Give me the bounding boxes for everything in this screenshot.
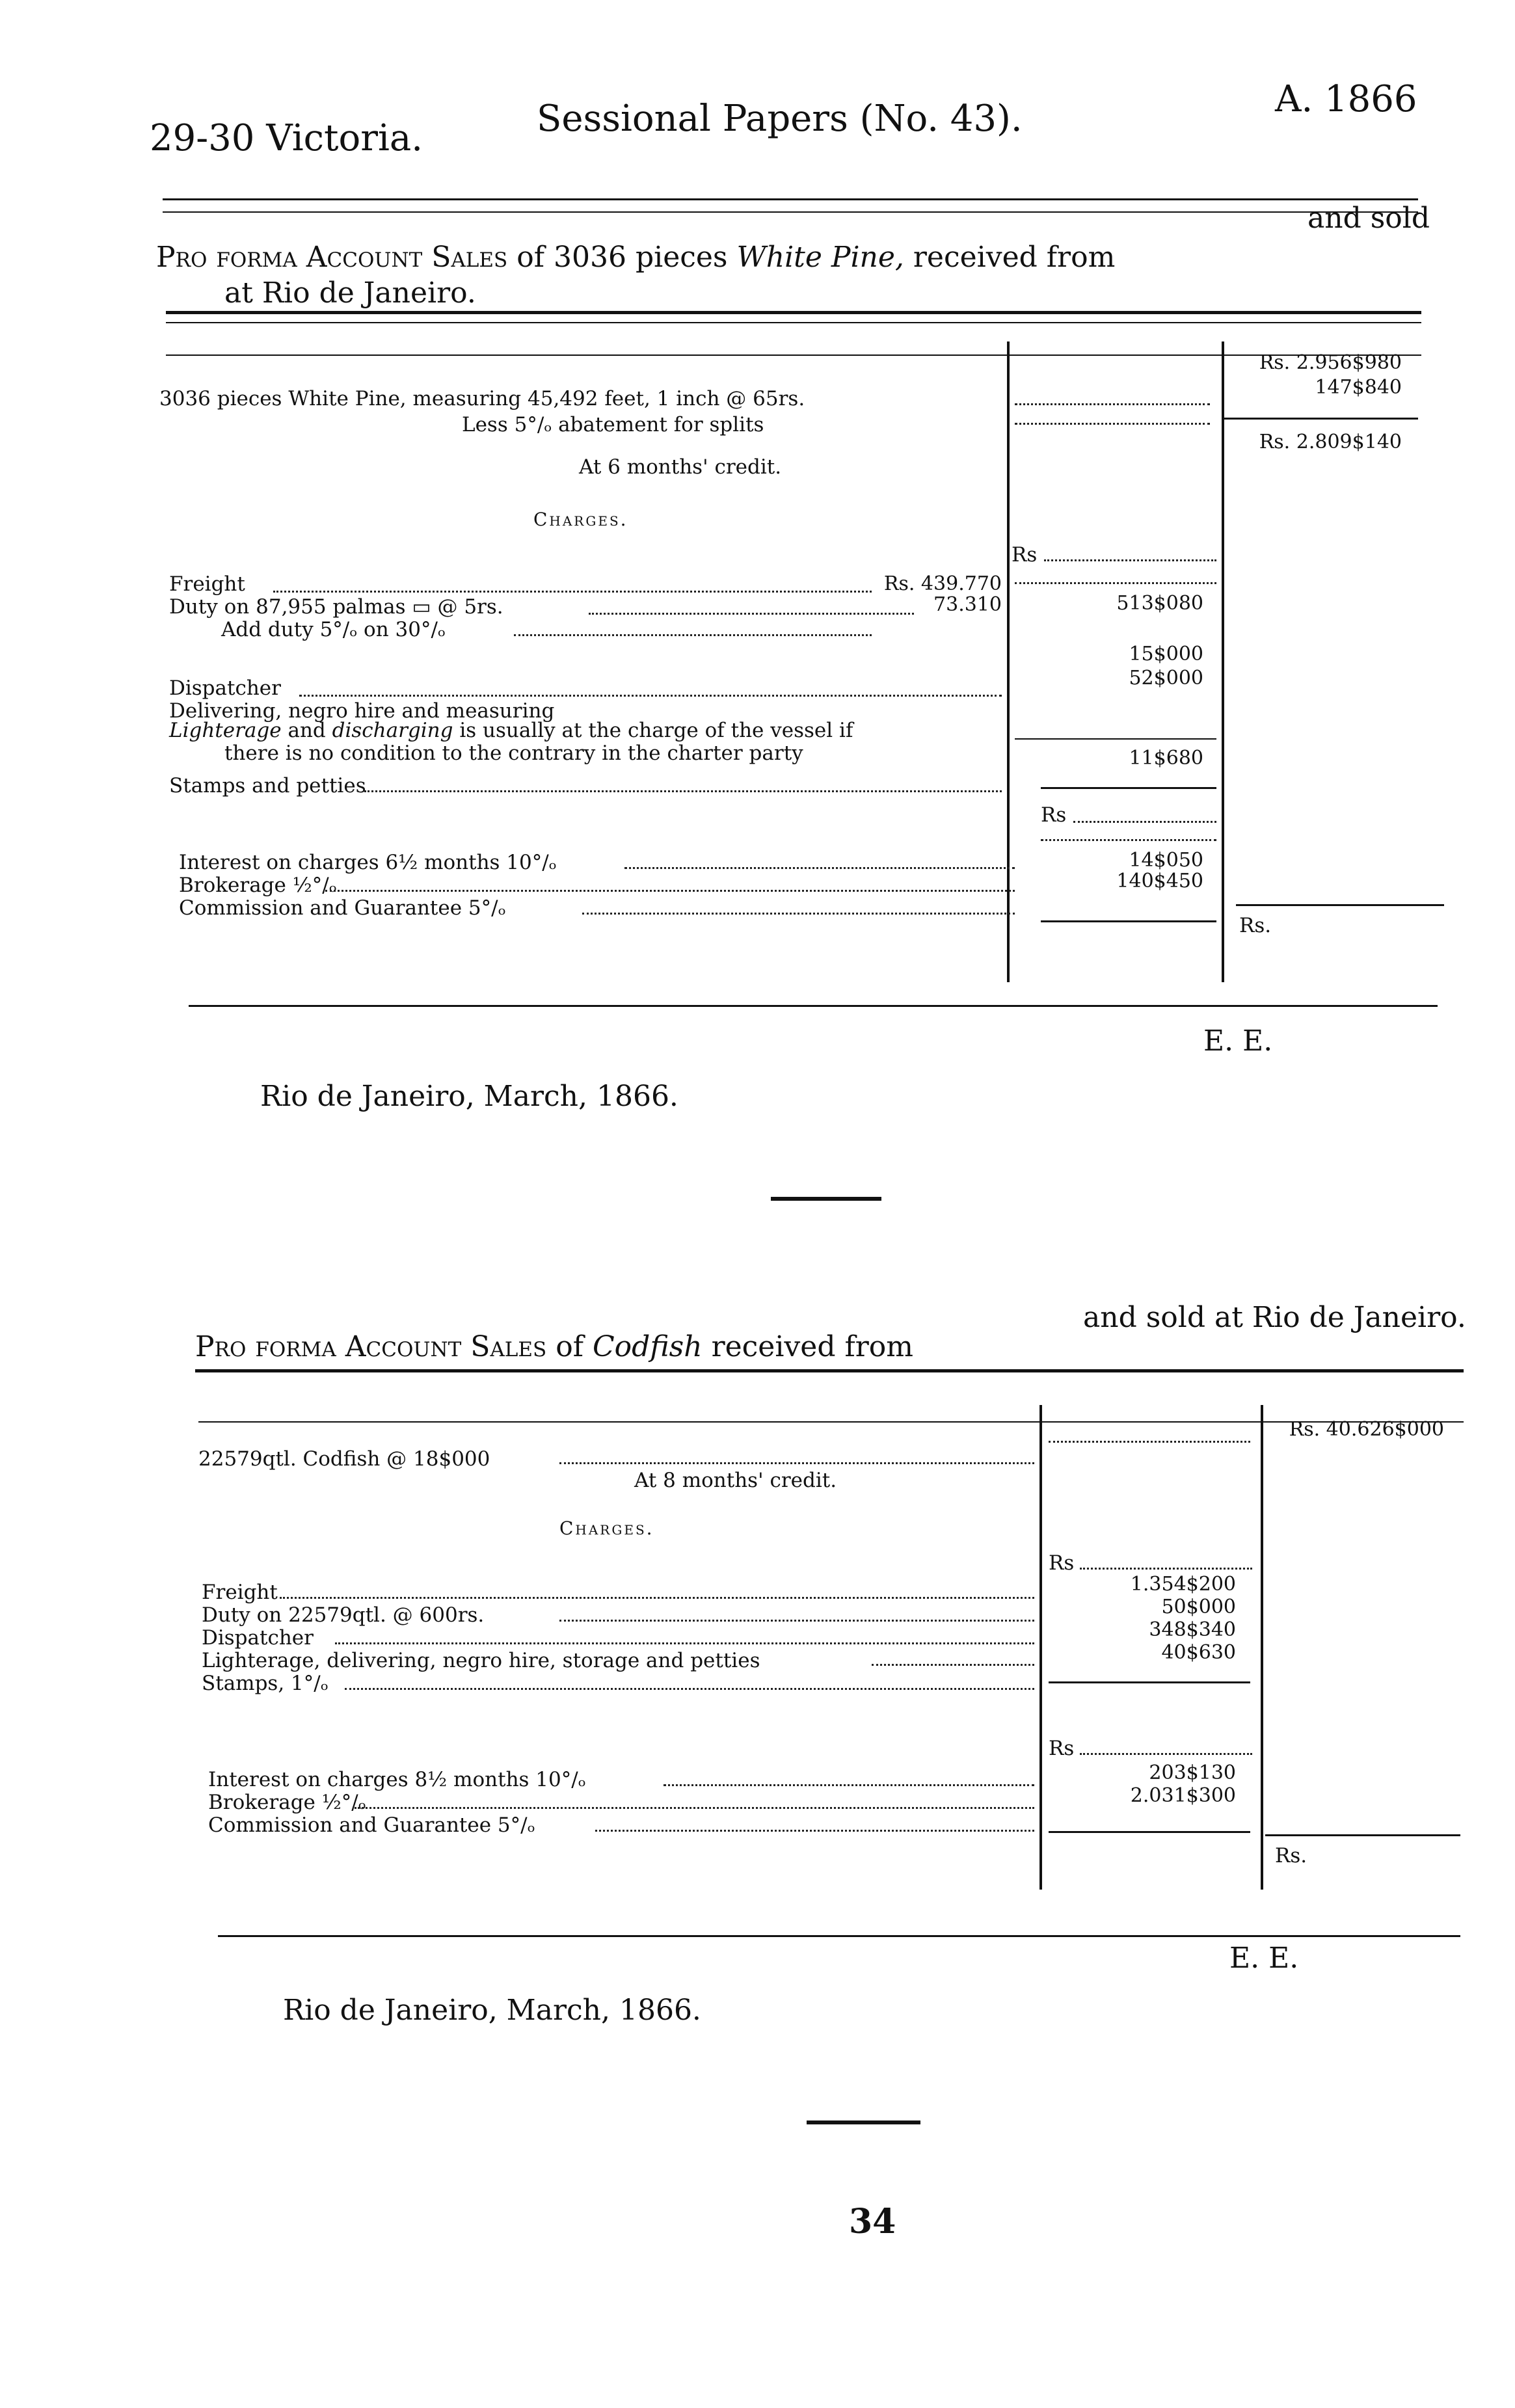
account2-charges-heading: Charges. [559, 1518, 654, 1539]
account1-duty: Duty on 87,955 palmas ▭ @ 5rs. [169, 595, 503, 619]
account1-abatement-line: Less 5°/ₒ abatement for splits [462, 413, 764, 436]
account2-column-divider-2 [1261, 1405, 1263, 1890]
leader [1015, 582, 1216, 584]
leader [1015, 423, 1210, 425]
account1-total-rule [1236, 904, 1444, 906]
header-rule [163, 198, 1418, 200]
account2-lighterage-amount: 40$630 [1161, 1641, 1236, 1664]
leader [325, 890, 1015, 892]
leader [1073, 821, 1216, 823]
account2-rs-mark-2: Rs [1049, 1737, 1075, 1760]
leader [355, 1807, 1034, 1809]
account1-interest-amount: 14$050 [1129, 849, 1203, 872]
leader [273, 591, 872, 593]
account2-commission: Commission and Guarantee 5°/ₒ [208, 1813, 535, 1837]
account2-credit-terms: At 8 months' credit. [634, 1469, 837, 1492]
leader [595, 1830, 1034, 1832]
leader [1049, 1441, 1250, 1443]
account2-duty: Duty on 22579qtl. @ 600rs. [202, 1603, 485, 1627]
account1-abatement-amount: 147$840 [1315, 376, 1402, 399]
account2-stamps: Stamps, 1°/ₒ [202, 1672, 328, 1695]
leader [1044, 559, 1216, 561]
account1-bottom-rule [189, 1005, 1438, 1007]
account1-add-duty: Add duty 5°/ₒ on 30°/ₒ [221, 618, 446, 641]
account1-stamps: Stamps and petties [169, 774, 366, 797]
account1-lighterage-rule [1015, 738, 1216, 740]
account1-lighterage: Lighterage and discharging is usually at the charge of the vessel if [169, 719, 853, 742]
account1-place-date: Rio de Janeiro, March, 1866. [260, 1080, 678, 1113]
leader [1080, 1568, 1252, 1570]
account2-total-rule [1265, 1834, 1460, 1836]
account1-signature: E. E. [1203, 1024, 1273, 1058]
account1-item-line: 3036 pieces White Pine, measuring 45,492 feet, 1 inch @ 65rs. [159, 387, 805, 410]
leader [559, 1620, 1034, 1622]
account1-duty-amount: 73.310 [933, 593, 1002, 616]
account1-top-rule [166, 311, 1421, 314]
page-number: 34 [849, 2202, 896, 2241]
account2-title: Pro forma Account Sales of Codfish received from [195, 1330, 914, 1363]
account1-title: Pro forma Account Sales of 3036 pieces White Pine, received from [156, 241, 1116, 274]
account1-top-rule-2 [166, 322, 1421, 323]
header-sessional-papers: Sessional Papers (No. 43). [537, 98, 1023, 140]
section-separator-2 [807, 2120, 920, 2124]
header-year: A. 1866 [1275, 78, 1417, 120]
account1-column-divider-2 [1222, 341, 1224, 982]
account1-rs-mark-2: Rs [1041, 803, 1067, 827]
account1-charges-heading: Charges. [533, 509, 628, 530]
account2-brokerage: Brokerage ½°/ₒ [208, 1791, 366, 1814]
header-rule-2 [163, 211, 1418, 213]
account1-dispatcher-amount: 52$000 [1129, 667, 1203, 689]
account2-charges-subtotal-rule [1049, 1681, 1250, 1683]
account2-item-line: 22579qtl. Codfish @ 18$000 [198, 1447, 490, 1471]
account1-interest: Interest on charges 6½ months 10°/ₒ [179, 851, 557, 874]
leader [624, 867, 1015, 869]
leader [280, 1597, 1034, 1599]
account2-gross-amount: Rs. 40.626$000 [1289, 1418, 1444, 1441]
account2-dispatcher: Dispatcher [202, 1626, 314, 1650]
account2-dispatcher-amount: 348$340 [1149, 1618, 1236, 1641]
account2-interest: Interest on charges 8½ months 10°/ₒ [208, 1768, 586, 1791]
account2-column-divider-1 [1039, 1405, 1042, 1890]
account1-lighterage-amount: 11$680 [1129, 747, 1203, 769]
leader [559, 1462, 1034, 1464]
account2-rs-mark: Rs [1049, 1551, 1075, 1575]
account1-net-amount: Rs. 2.809$140 [1259, 431, 1402, 453]
account2-duty-amount: 50$000 [1161, 1596, 1236, 1618]
account2-rs-final: Rs. [1275, 1844, 1307, 1867]
account2-signature: E. E. [1229, 1942, 1299, 1975]
leader [514, 634, 872, 636]
leader [1080, 1753, 1252, 1755]
account2-title-right: and sold at Rio de Janeiro. [1083, 1301, 1466, 1334]
leader [345, 1688, 1034, 1690]
leader [582, 913, 1015, 915]
account1-column-divider-1 [1007, 341, 1010, 982]
account1-delivering: Delivering, negro hire and measuring [169, 699, 555, 723]
account1-gross-amount: Rs. 2.956$980 [1259, 351, 1402, 374]
leader [1015, 403, 1210, 405]
account1-duty-sum: 513$080 [1116, 592, 1203, 615]
leader [1041, 839, 1216, 841]
account2-place-date: Rio de Janeiro, March, 1866. [283, 1994, 701, 2027]
header-session: 29-30 Victoria. [150, 117, 423, 159]
leader [299, 695, 1002, 697]
account1-freight-amount: Rs. 439.770 [883, 572, 1002, 595]
section-separator [771, 1197, 881, 1201]
account2-interest-amount: 203$130 [1149, 1761, 1236, 1784]
leader [872, 1664, 1034, 1666]
account1-final-rule [1041, 920, 1216, 922]
leader [664, 1784, 1034, 1786]
account1-lighterage-cont: there is no condition to the contrary in the charter party [224, 742, 803, 765]
account1-charges-subtotal-rule [1041, 787, 1216, 789]
account1-dispatcher: Dispatcher [169, 676, 281, 700]
account1-brokerage-amount: 140$450 [1116, 870, 1203, 892]
account2-lighterage: Lighterage, delivering, negro hire, storage and petties [202, 1649, 760, 1672]
account1-credit-terms: At 6 months' credit. [579, 455, 782, 479]
account1-rs-final: Rs. [1239, 914, 1272, 937]
account1-title-line2: at Rio de Janeiro. [224, 276, 476, 310]
account2-top-rule [195, 1369, 1464, 1372]
account1-commission: Commission and Guarantee 5°/ₒ [179, 896, 506, 920]
leader [364, 790, 1002, 792]
account1-freight: Freight [169, 572, 245, 596]
account1-title-right: and sold [1307, 202, 1430, 235]
account2-bottom-rule [218, 1935, 1460, 1937]
account1-add-duty-amount: 15$000 [1129, 643, 1203, 665]
leader [335, 1642, 1034, 1644]
account1-subtotal-rule [1223, 418, 1418, 420]
account2-final-rule [1049, 1831, 1250, 1833]
account2-freight: Freight [202, 1581, 278, 1604]
account2-brokerage-amount: 2.031$300 [1130, 1784, 1236, 1807]
account1-rs-mark: Rs [1012, 543, 1038, 567]
account1-brokerage: Brokerage ½°/ₒ [179, 874, 337, 897]
account2-freight-amount: 1.354$200 [1130, 1573, 1236, 1596]
